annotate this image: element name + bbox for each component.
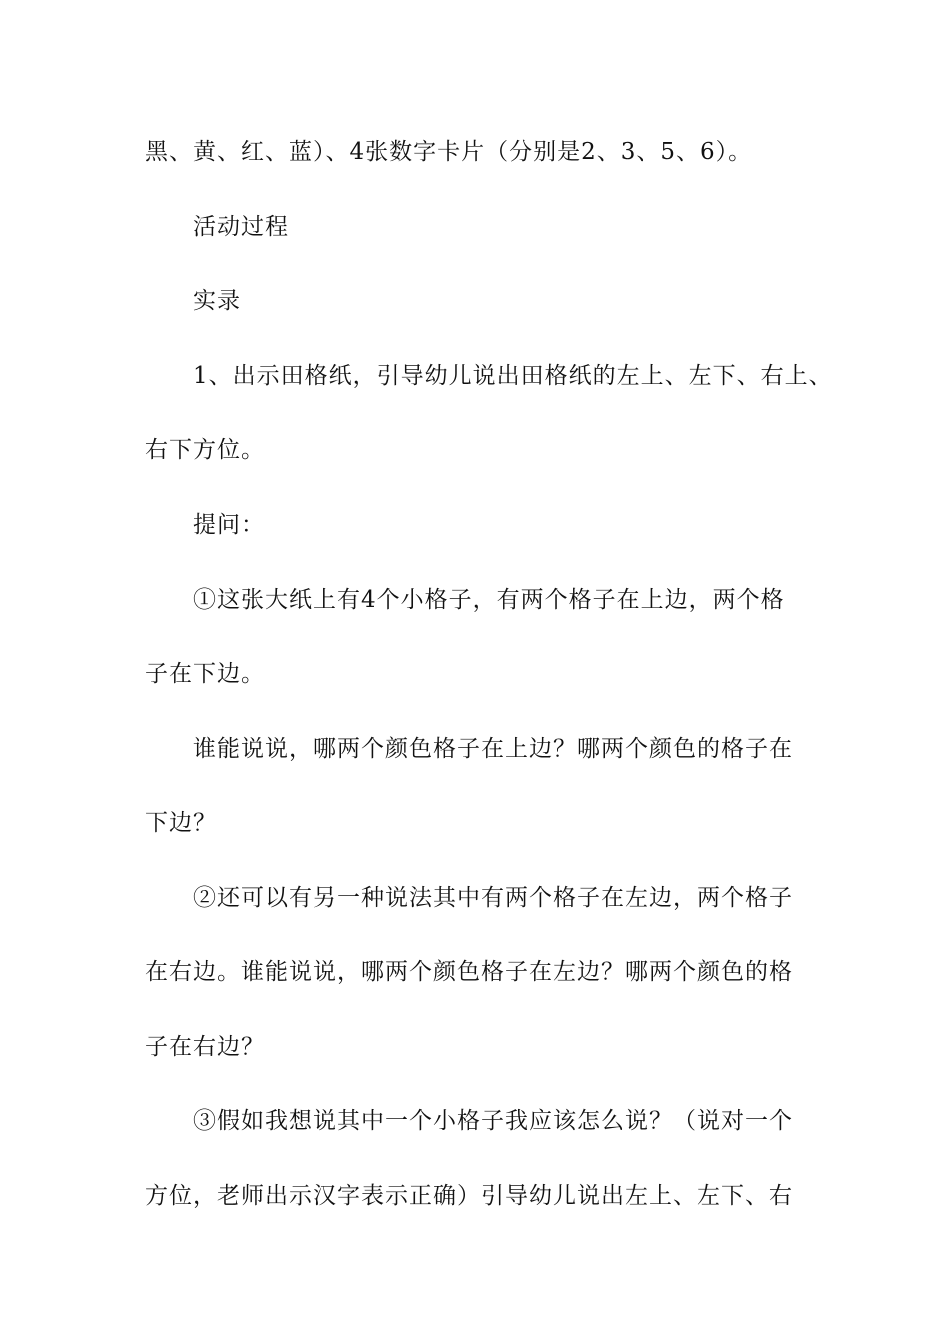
text-line-9: 谁能说说，哪两个颜色格子在上边？哪两个颜色的格子在	[193, 736, 793, 762]
text-line-14: ③假如我想说其中一个小格子我应该怎么说？（说对一个	[193, 1108, 793, 1134]
text-line-4: 1、出示田格纸，引导幼儿说出田格纸的左上、左下、右上、	[193, 363, 833, 389]
text-line-10: 下边？	[145, 810, 217, 836]
subsection-heading: 实录	[193, 288, 241, 314]
text-line-11: ②还可以有另一种说法其中有两个格子在左边，两个格子	[193, 885, 793, 911]
text-line-5: 右下方位。	[145, 437, 265, 463]
section-heading: 活动过程	[193, 214, 289, 240]
text-line-12: 在右边。谁能说说，哪两个颜色格子在左边？哪两个颜色的格	[145, 959, 793, 985]
question-heading: 提问：	[193, 512, 265, 538]
text-line-8: 子在下边。	[145, 661, 265, 687]
text-line-1: 黑、黄、红、蓝）、4张数字卡片（分别是2、3、5、6）。	[145, 139, 753, 165]
text-line-15: 方位，老师出示汉字表示正确）引导幼儿说出左上、左下、右	[145, 1183, 793, 1209]
text-line-7: ①这张大纸上有4个小格子，有两个格子在上边，两个格	[193, 587, 785, 613]
text-line-13: 子在右边？	[145, 1034, 265, 1060]
